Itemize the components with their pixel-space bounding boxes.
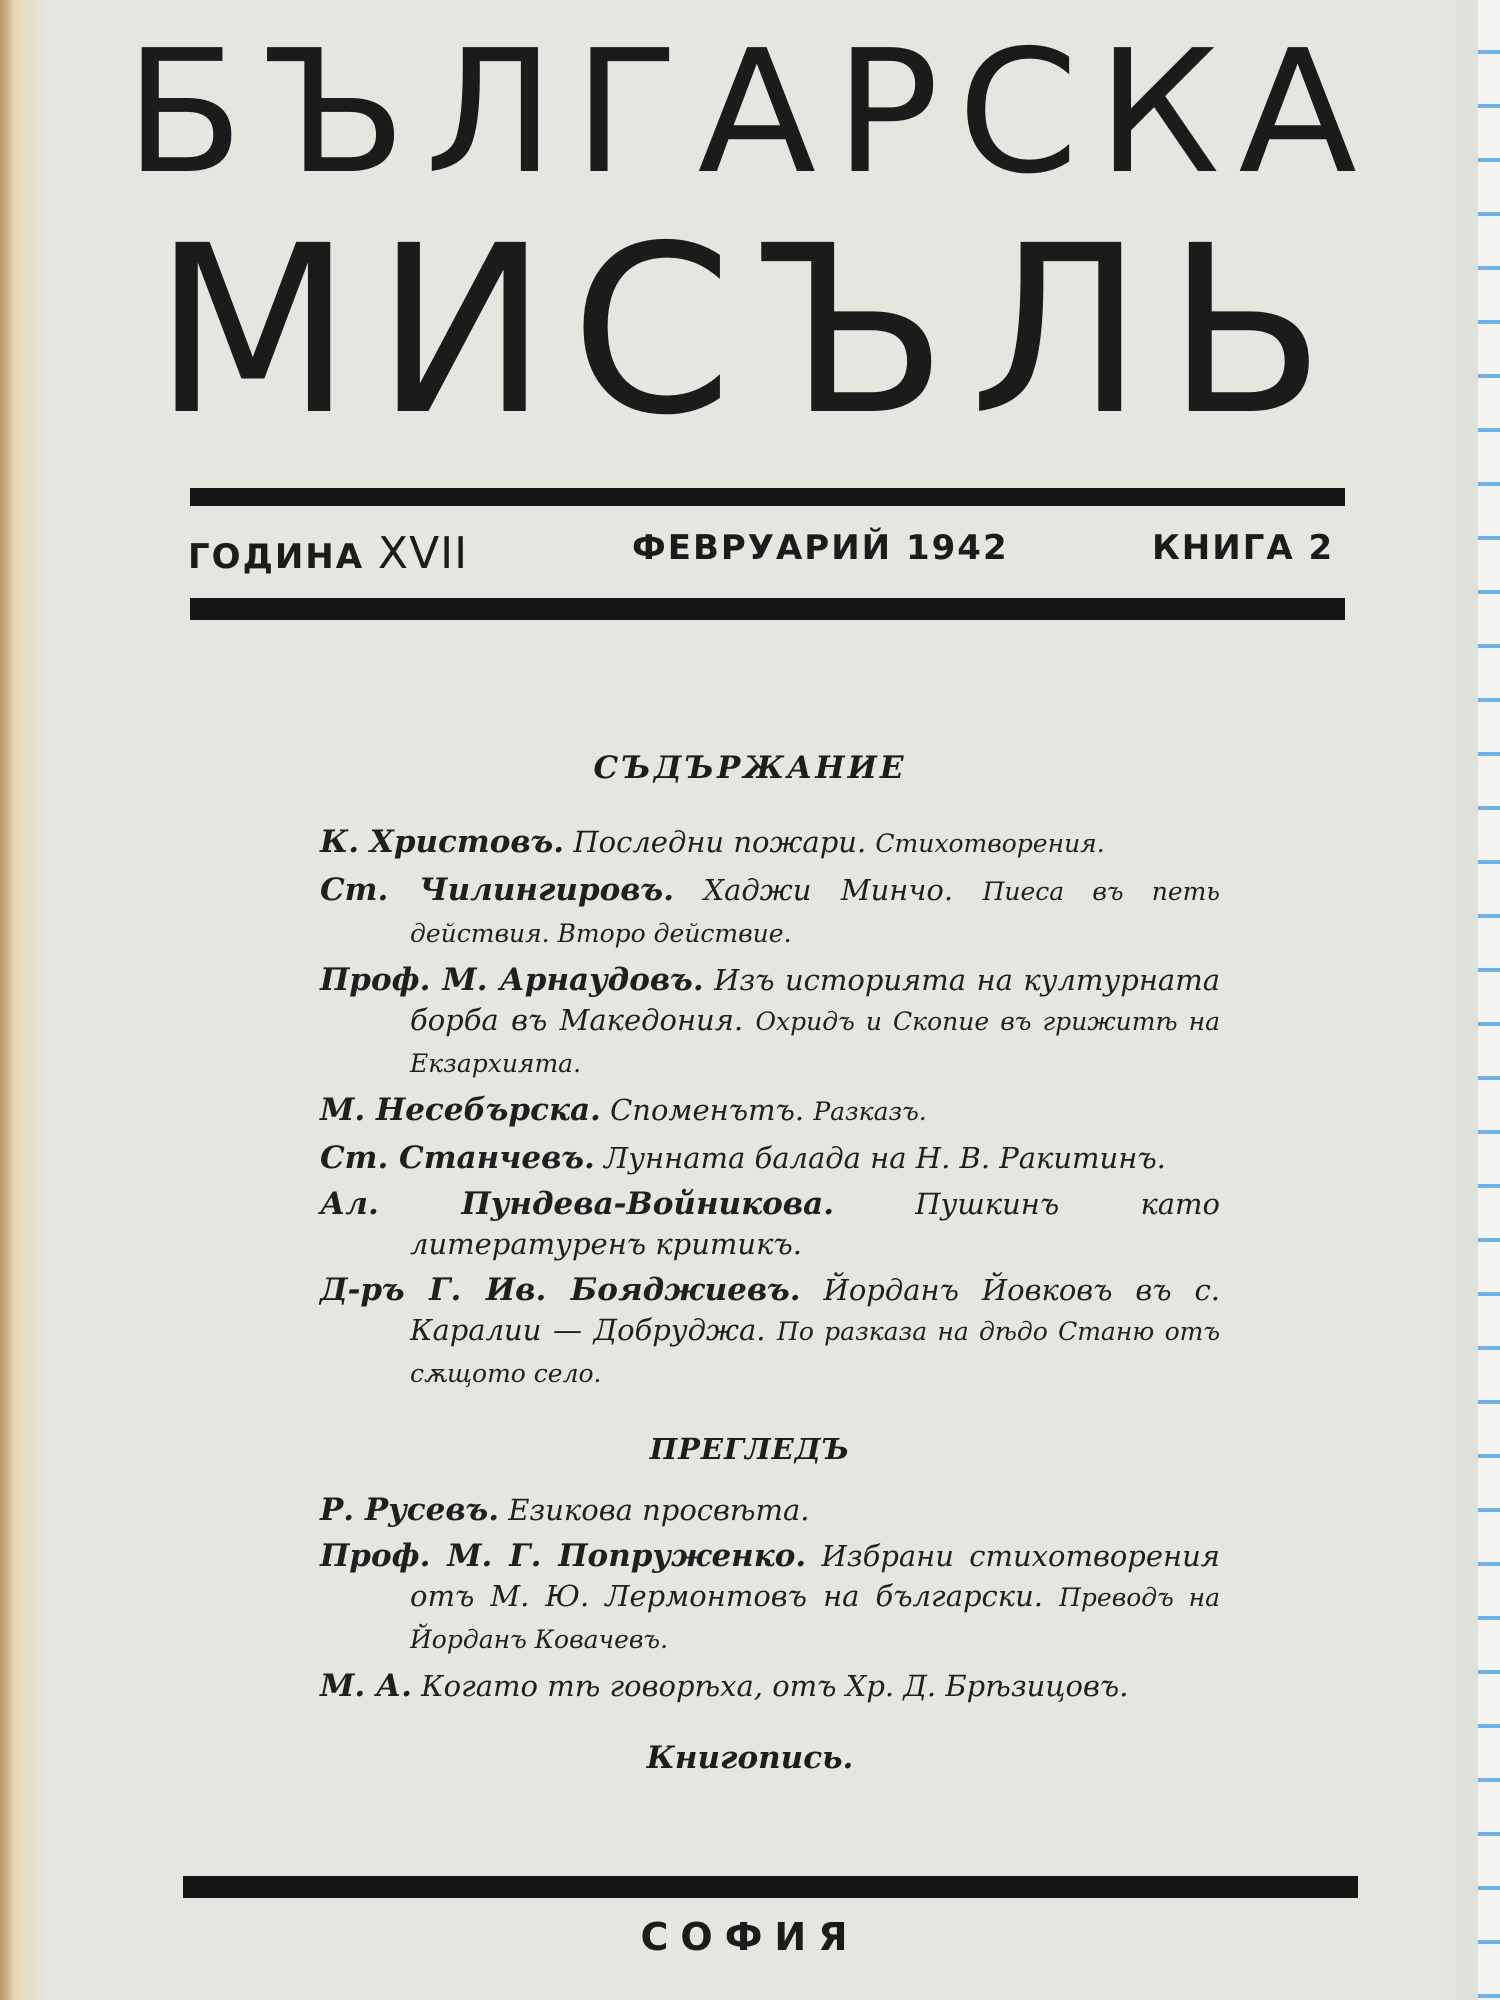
contents-entry (320, 1270, 1220, 1394)
entry-work: Последни пожари. (573, 825, 867, 859)
entry-author: Проф. М. Арнаудовъ. (320, 962, 704, 998)
contents-entry (320, 822, 1220, 864)
bottom-rule (183, 1876, 1358, 1898)
issue-year-roman: XVII (377, 528, 469, 579)
contents-entry (320, 960, 1220, 1084)
masthead-title-line2: МИСЪЛЬ (152, 196, 1348, 466)
entry-note: Разказъ. (813, 1097, 927, 1126)
entry-author: Д-ръ Г. Ив. Бояджиевъ. (320, 1272, 801, 1308)
contents-entry (320, 1184, 1220, 1264)
entry-note: По разказа на дѣдо Станю отъ сѫщото село. (410, 1317, 1221, 1388)
entry-author: Ст. Чилингировъ. (320, 872, 674, 908)
review-entry (320, 1666, 1220, 1706)
review-entry (320, 1490, 1220, 1530)
entry-work: Лунната балада на Н. В. Ракитинъ. (604, 1141, 1166, 1175)
entry-note: Стихотворения. (875, 829, 1105, 858)
entry-note: Преводъ на Йорданъ Ковачевъ. (410, 1583, 1221, 1654)
review-entry (320, 1536, 1220, 1660)
entry-work: Пушкинъ като литературенъ критикъ. (410, 1187, 1221, 1261)
entry-author: Ст. Станчевъ. (320, 1140, 595, 1176)
entry-author: М. Несебърска. (320, 1092, 601, 1128)
entry-author: Ал. Пундева-Войникова. (320, 1186, 834, 1222)
entry-work: Йорданъ Йовковъ въ с. Каралии — Добруджа. (410, 1273, 1221, 1347)
entry-work: Избрани стихотворения отъ М. Ю. Лермонтовъ на български. (410, 1539, 1221, 1613)
middle-rule (190, 598, 1345, 620)
entry-author: Проф. М. Г. Попруженко. (320, 1538, 807, 1574)
entry-author: Р. Русевъ. (320, 1492, 500, 1528)
entry-work: Езикова просвѣта. (508, 1493, 810, 1527)
review-list (320, 1490, 1220, 1712)
entry-author: К. Христовъ. (320, 824, 565, 860)
masthead-title-line1: БЪЛГАРСКА (124, 14, 1376, 212)
entry-author: М. А. (320, 1668, 412, 1704)
contents-entry (320, 1090, 1220, 1132)
entry-work: Изъ историята на културната борба въ Македония. (410, 963, 1220, 1037)
contents-entry (320, 1138, 1220, 1178)
issue-year (188, 528, 468, 579)
top-rule (190, 488, 1345, 506)
contents-list (320, 822, 1220, 1400)
publication-city: СОФИЯ (640, 1915, 860, 1959)
issue-year-label: ГОДИНА (188, 537, 365, 577)
entry-work: Когато тѣ говорѣха, отъ Хр. Д. Брѣзицовъ. (421, 1669, 1129, 1703)
review-heading: ПРЕГЛЕДЪ (649, 1432, 851, 1466)
entry-work: Хаджи Минчо. (703, 873, 954, 907)
issue-book: КНИГА 2 (1152, 528, 1335, 568)
contents-heading: СЪДЪРЖАНИЕ (593, 750, 907, 786)
entry-work: Споменътъ. (610, 1093, 805, 1127)
entry-note: Охридъ и Скопие въ грижитѣ на Екзархията. (410, 1007, 1221, 1078)
issue-date: ФЕВРУАРИЙ 1942 (632, 528, 1009, 568)
bibliography-label: Книгопись. (646, 1740, 854, 1776)
contents-entry (320, 870, 1220, 954)
entry-note: Пиеса въ петь действия. Второ действие. (410, 877, 1220, 948)
